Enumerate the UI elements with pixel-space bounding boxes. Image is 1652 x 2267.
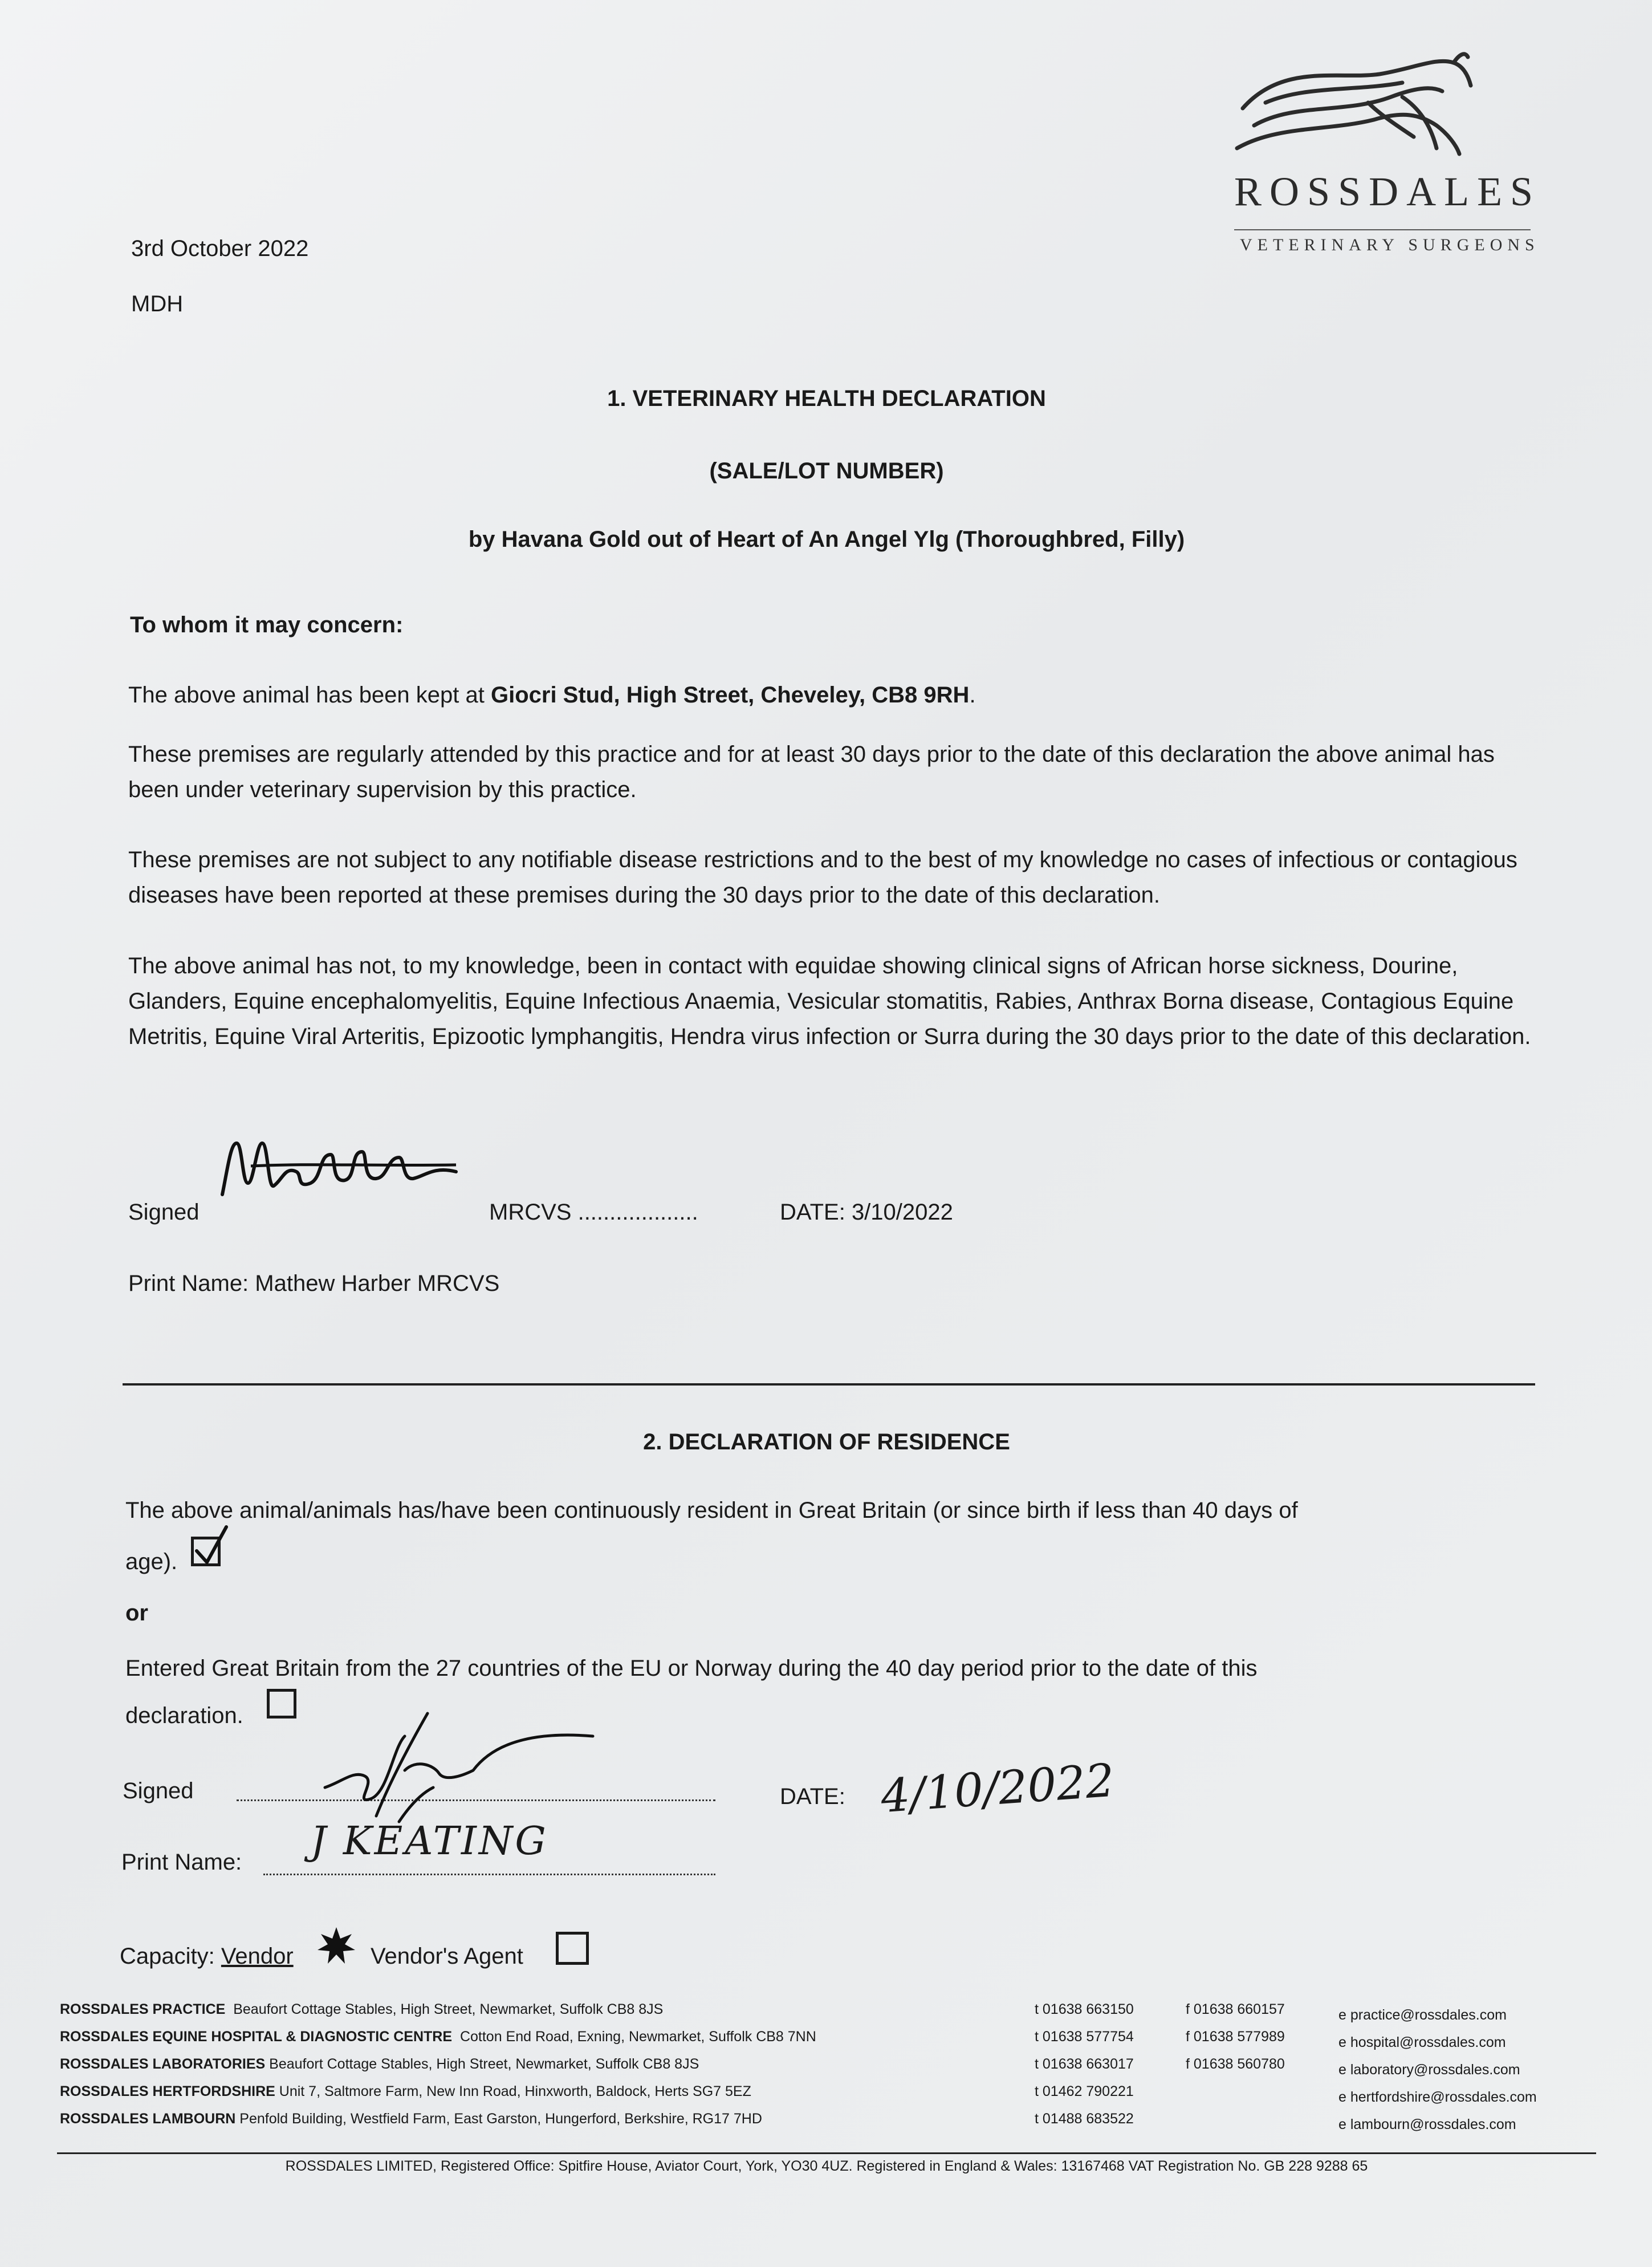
footer-addresses [60,1996,816,2132]
footer-tel: t 01462 790221 [1035,2083,1134,2099]
section1-title: 1. VETERINARY HEALTH DECLARATION [607,386,1046,411]
vendor-selected-mark-icon[interactable] [316,1926,356,1966]
premises-period: . [969,682,976,708]
mrcvs-label [489,1195,698,1230]
animal-description: by Havana Gold out of Heart of An Angel Ylg (Thoroughbred, Filly) [468,527,1185,552]
footer-faxes [1186,1996,1285,2078]
supervision-paragraph: These premises are regularly attended by this practice and for at least 30 days prior to the date of this declaration the above animal has been under veterinary supervision by this practice. [128,742,1495,802]
footer-email[interactable]: e hospital@rossdales.com [1338,2034,1506,2050]
footer-tel: t 01638 663150 [1035,2001,1134,2017]
footer-registered-office: ROSSDALES LIMITED, Registered Office: Spitfire House, Aviator Court, York, YO30 4UZ. Registered in England & Wales: 13167468 VAT Registration No. GB 228 9288 65 [285,2158,1368,2174]
mrcvs-text: MRCVS [489,1200,572,1225]
footer-tel: t 01638 577754 [1035,2029,1134,2045]
footer-emails [1338,2001,1537,2138]
footer-address-row: ROSSDALES HERTFORDSHIRE Unit 7, Saltmore Farm, New Inn Road, Hinxworth, Baldock, Herts SG7 5EZ [60,2083,751,2099]
premises-address: Giocri Stud, High Street, Cheveley, CB8 9RH [490,682,970,708]
capacity-vendor-agent: Vendor's Agent [371,1944,523,1969]
vet-signature [217,1132,479,1206]
owner-print-name-label: Print Name: [121,1850,242,1875]
horse-logo-icon [1231,40,1482,171]
equidae-contact-paragraph: The above animal has not, to my knowledge, been in contact with equidae showing clinical signs of African horse sickness, Dourine, Glanders, Equine encephalomyelitis, Equine Infectious Anaemia, Vesicular stomatitis, Rabies, Anthrax Borna disease, Contagious Equine Metritis, Equine Viral Arteritis, Epizootic lymphangitis, Hendra virus infection or Surra during the 30 days prior to the date of this declaration. [128,953,1531,1049]
footer-telephones [1035,1996,1134,2132]
section2-title: 2. DECLARATION OF RESIDENCE [643,1429,1010,1455]
logo-divider [1234,229,1531,230]
logo-wordmark: ROSSDALES [1234,169,1541,214]
footer-address-row: ROSSDALES LABORATORIES Beaufort Cottage Stables, High Street, Newmarket, Suffolk CB8 8JS [60,2056,699,2072]
owner-date-handwritten: 4/10/2022 [879,1753,1116,1823]
resident-option-text: The above animal/animals has/have been continuously resident in Great Britain (or since birth if less than 40 days of [125,1498,1298,1523]
footer-tel: t 01638 663017 [1035,2056,1134,2072]
document-reference: MDH [131,291,184,316]
disease-restrictions-paragraph: These premises are not subject to any notifiable disease restrictions and to the best of my knowledge no cases of infectious or contagious diseases have been reported at these premises during the 30 days prior to the date of this declaration. [128,847,1517,908]
document-date: 3rd October 2022 [131,236,309,261]
capacity-label: Capacity: [120,1944,215,1969]
vet-print-name: Print Name: Mathew Harber MRCVS [128,1271,500,1296]
salutation: To whom it may concern: [130,612,404,637]
footer-email[interactable]: e hertfordshire@rossdales.com [1338,2089,1537,2105]
sale-lot-number: (SALE/LOT NUMBER) [709,458,944,484]
owner-date-label: DATE: [780,1784,845,1809]
entered-option-text-end: declaration. [125,1703,243,1728]
footer-email[interactable]: e lambourn@rossdales.com [1338,2116,1516,2132]
owner-signed-label: Signed [123,1778,194,1803]
capacity-row [120,1939,294,1974]
footer-fax: f 01638 560780 [1186,2056,1285,2072]
vendor-agent-checkbox[interactable] [556,1932,589,1965]
footer-address-row: ROSSDALES LAMBOURN Penfold Building, Westfield Farm, East Garston, Hungerford, Berkshire, RG17 7HD [60,2111,762,2127]
footer-tel: t 01488 683522 [1035,2111,1134,2127]
owner-signature [319,1702,604,1833]
footer-address-row: ROSSDALES EQUINE HOSPITAL & DIAGNOSTIC CENTRE Cotton End Road, Exning, Newmarket, Suffolk CB8 7NN [60,2029,816,2045]
premises-text: The above animal has been kept at [128,682,491,708]
footer-email[interactable]: e practice@rossdales.com [1338,2007,1507,2023]
signed-label: Signed [128,1200,200,1225]
resident-option-text-end: age). [125,1549,178,1574]
premises-paragraph [128,677,1531,713]
capacity-vendor: Vendor [221,1944,294,1969]
section-divider [123,1383,1535,1386]
footer-fax: f 01638 660157 [1186,2001,1285,2017]
check-mark-icon [191,1522,231,1568]
vet-declaration-date: DATE: 3/10/2022 [780,1200,953,1225]
logo-subtitle: VETERINARY SURGEONS [1240,235,1540,254]
footer-address-row: ROSSDALES PRACTICE Beaufort Cottage Stables, High Street, Newmarket, Suffolk CB8 8JS [60,2001,664,2017]
footer-fax: f 01638 577989 [1186,2029,1285,2045]
entered-checkbox[interactable] [267,1689,296,1718]
footer-email[interactable]: e laboratory@rossdales.com [1338,2062,1520,2078]
or-separator: or [125,1600,148,1626]
mrcvs-dots: ................... [577,1200,698,1225]
entered-option-text: Entered Great Britain from the 27 countries of the EU or Norway during the 40 day period prior to the date of this [125,1656,1258,1681]
owner-print-name-handwritten: J KEATING [311,1819,548,1864]
